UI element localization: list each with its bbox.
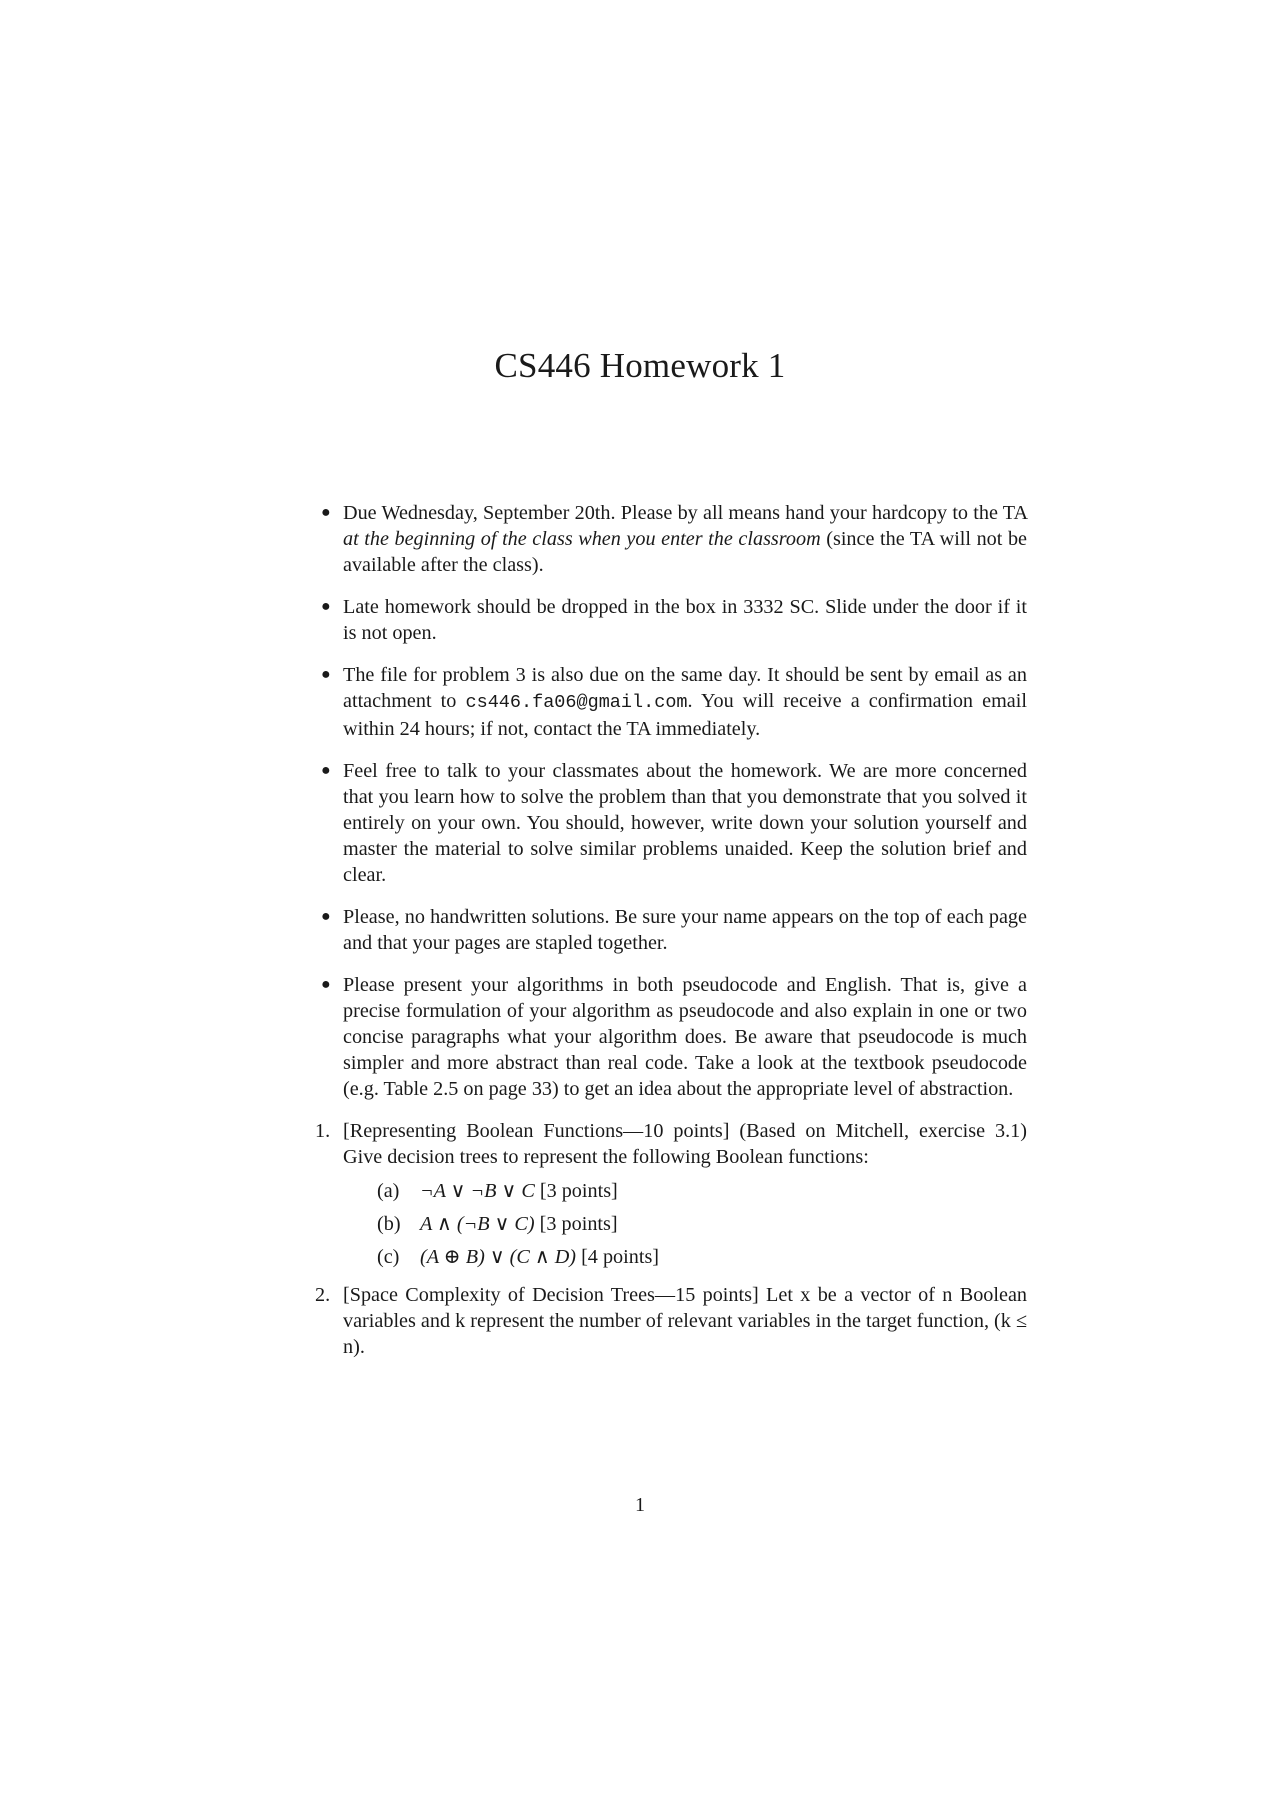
bullet-dot: ● <box>321 666 331 683</box>
bullet-text: Feel free to talk to your classmates about the homework. We are more concerned that you learn how to solve the problem than that you demonstrate that you solved it entirely on your own. You should, however, write down your solution yourself and master the material to solve similar problems unaided. Keep the solution brief and clear. <box>343 760 1027 886</box>
bullet-email-submission <box>321 662 1027 742</box>
bullet-text: Please, no handwritten solutions. Be sure your name appears on the top of each page and that your pages are stapled together. <box>343 906 1027 954</box>
subitem-points: [3 points] <box>539 1180 618 1202</box>
bullet-dot: ● <box>321 504 331 521</box>
bullet-pseudocode <box>321 972 1027 1102</box>
problem-text: [Representing Boolean Functions—10 points] (Based on Mitchell, exercise 3.1) Give decision trees to represent the following Boolean functions: <box>343 1120 1027 1168</box>
bullet-text: . You will receive a confirmation email within 24 hours; if not, contact the TA immediately. <box>343 690 1027 740</box>
bullet-text: Due Wednesday, September 20th. Please by all means hand your hardcopy to the TA <box>343 502 1027 524</box>
bullet-dot: ● <box>321 762 331 779</box>
subitem-c <box>377 1244 1027 1270</box>
problem-2 <box>315 1282 1027 1360</box>
problem-number: 2. <box>315 1284 331 1306</box>
bullet-due-date <box>321 500 1028 578</box>
subitem-list <box>377 1178 1027 1270</box>
bullet-text: The file for problem 3 is also due on the same day. It should be sent by email as an attachment to <box>343 664 1027 712</box>
bullet-text: (since the TA will not be available after the class). <box>343 528 1028 576</box>
page-number: 1 <box>635 1494 645 1516</box>
email-address: cs446.fa06@gmail.com <box>465 692 688 713</box>
bullet-no-handwritten <box>321 904 1027 956</box>
bullet-text: Late homework should be dropped in the box in 3332 SC. Slide under the door if it is not open. <box>343 596 1027 644</box>
bullet-dot: ● <box>321 598 331 615</box>
bullet-collaboration <box>321 758 1027 888</box>
problem-1 <box>315 1118 1027 1270</box>
boolean-expression: A ∧ (¬B ∨ C) <box>420 1213 535 1235</box>
bullet-emphasis: at the beginning of the class when you enter the classroom <box>343 528 821 550</box>
subitem-points: [4 points] <box>581 1246 660 1268</box>
problem-list <box>315 1118 1027 1360</box>
subitem-label: (b) <box>377 1213 401 1235</box>
boolean-expression: ¬A ∨ ¬B ∨ C <box>420 1180 535 1202</box>
bullet-dot: ● <box>321 976 331 993</box>
bullet-text: Please present your algorithms in both pseudocode and English. That is, give a precise formulation of your algorithm as pseudocode and also explain in one or two concise paragraphs what your algorithm does. Be aware that pseudocode is much simpler and more abstract than real code. Take a look at the textbook pseudocode (e.g. Table 2.5 on page 33) to get an idea about the appropriate level of abstraction. <box>343 974 1027 1100</box>
problem-number: 1. <box>315 1120 331 1142</box>
document-title: CS446 Homework 1 <box>494 346 786 385</box>
bullet-dot: ● <box>321 908 331 925</box>
boolean-expression: (A ⊕ B) ∨ (C ∧ D) <box>420 1246 577 1268</box>
problem-text: [Space Complexity of Decision Trees—15 points] Let x be a vector of n Boolean variables and k represent the number of relevant variables in the target function, (k ≤ n). <box>343 1284 1027 1358</box>
subitem-a <box>377 1178 1027 1204</box>
subitem-label: (a) <box>377 1180 400 1202</box>
subitem-points: [3 points] <box>539 1213 618 1235</box>
subitem-label: (c) <box>377 1246 400 1268</box>
subitem-b <box>377 1211 1027 1237</box>
bullet-late-homework <box>321 594 1027 646</box>
document-body <box>315 500 1028 1372</box>
